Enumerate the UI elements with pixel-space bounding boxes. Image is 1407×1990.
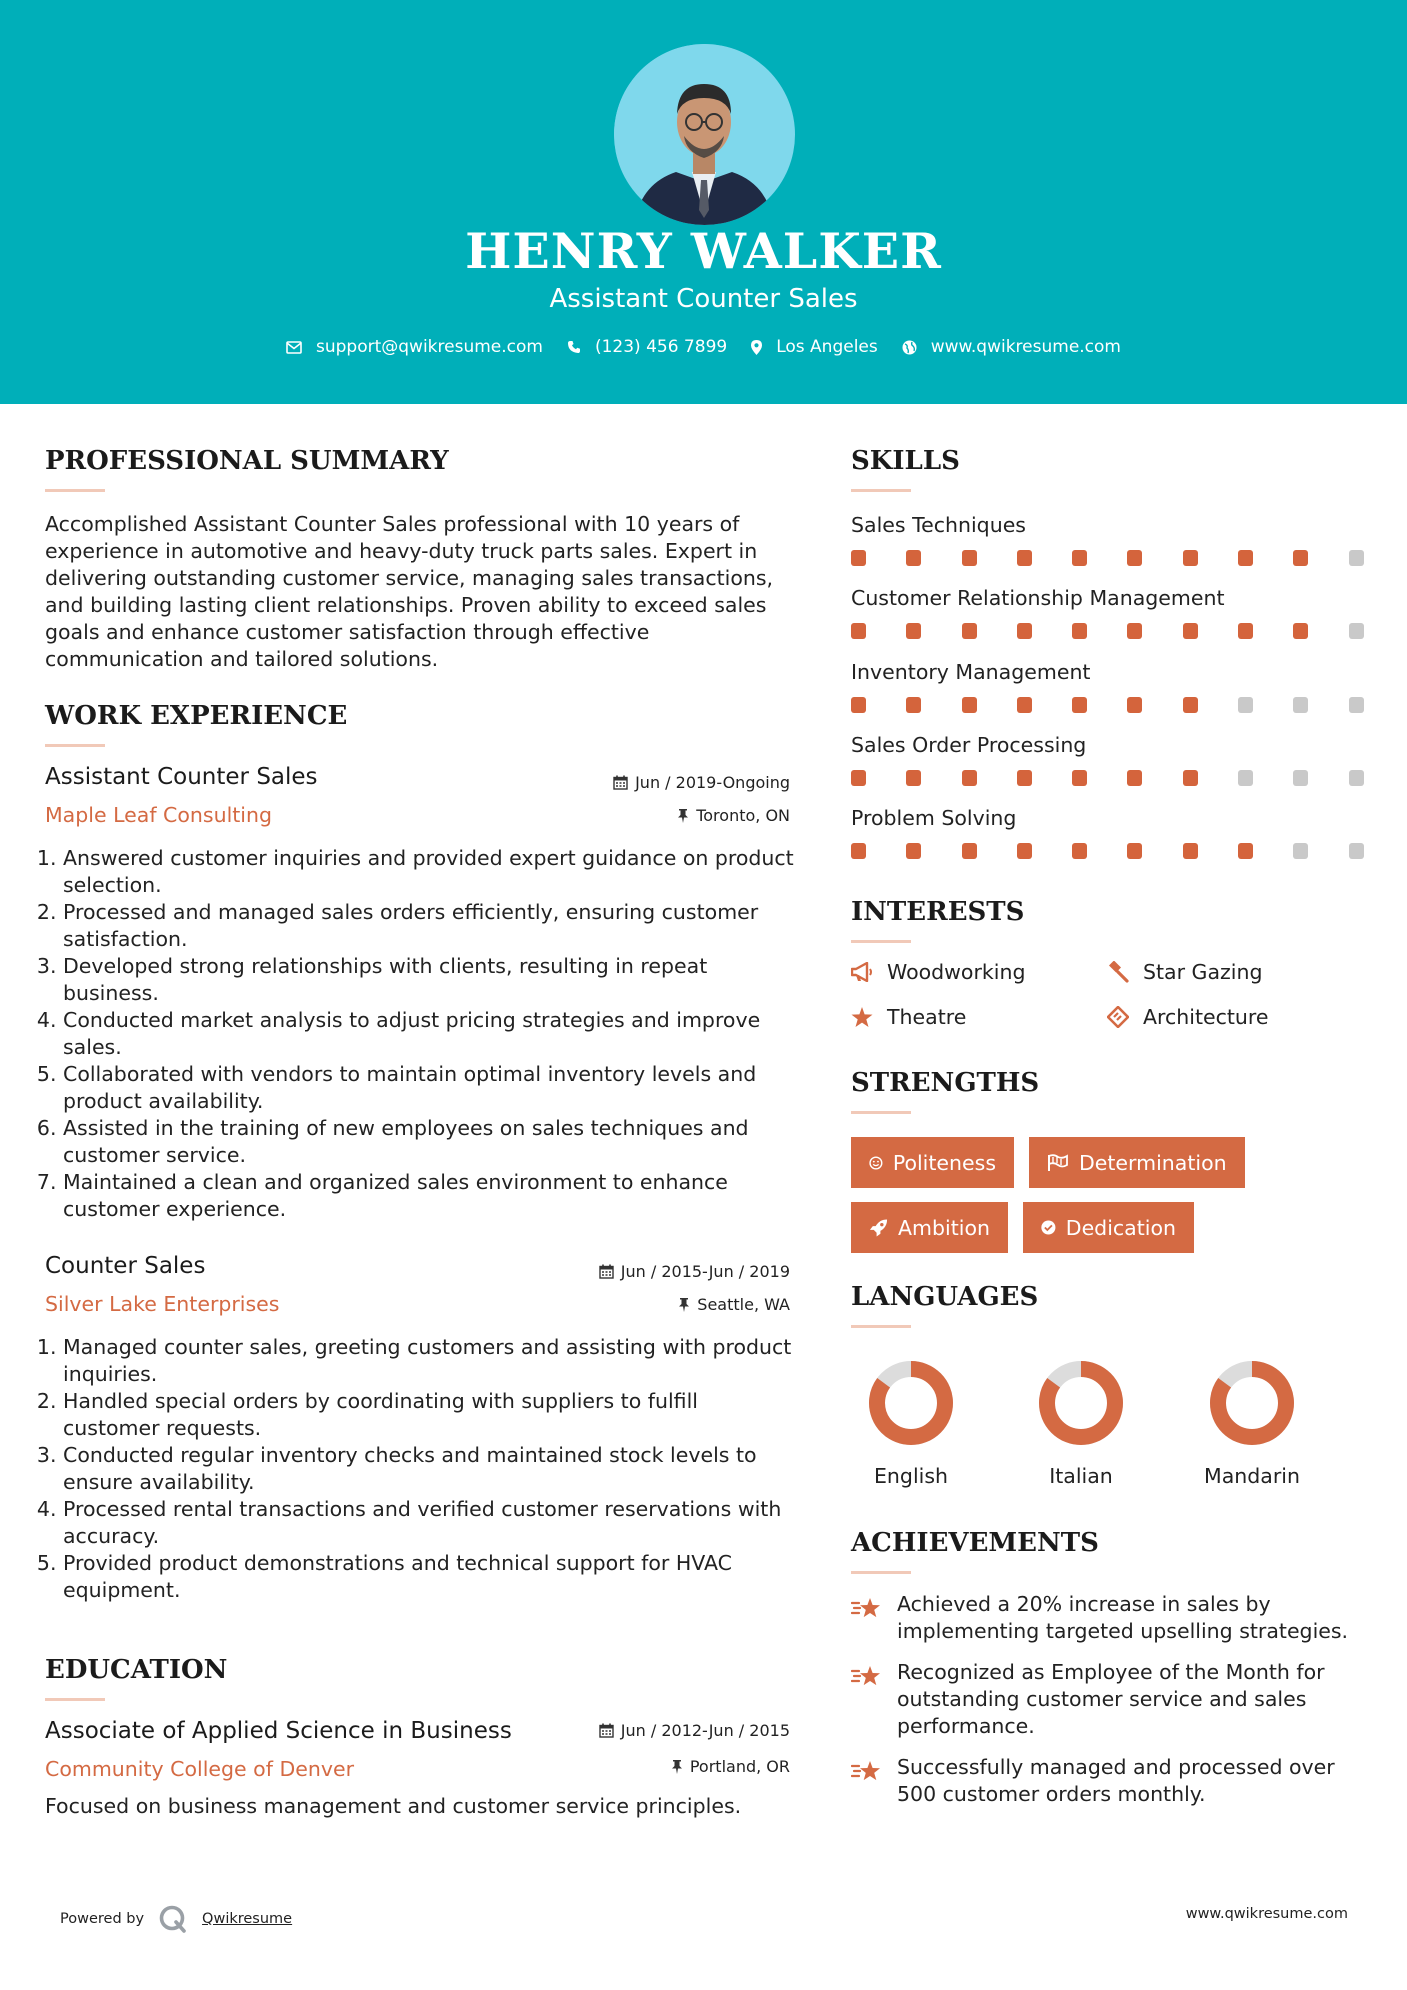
skill-dot-filled xyxy=(1017,697,1032,713)
footer-brand xyxy=(60,1904,292,1934)
skill-dot-filled xyxy=(962,550,977,566)
job-location-text: Seattle, WA xyxy=(697,1295,790,1314)
skill-dot-filled xyxy=(1017,770,1032,786)
skill-dot-filled xyxy=(1238,623,1253,639)
skill-dot-empty xyxy=(1349,550,1364,566)
profile-photo xyxy=(614,44,795,225)
smile-icon xyxy=(869,1153,883,1173)
languages-heading: LANGUAGES xyxy=(851,1282,1039,1312)
skill-dot-filled xyxy=(1183,843,1198,859)
achievement-item xyxy=(851,1591,1371,1645)
job-duties-list xyxy=(45,845,797,1223)
job-duties-list xyxy=(45,1334,797,1604)
skill-level-bar xyxy=(851,550,1404,566)
ticket-icon xyxy=(1107,1006,1129,1028)
contact-website-text: www.qwikresume.com xyxy=(930,337,1121,357)
skill-name: Sales Order Processing xyxy=(851,733,1087,757)
skill-dot-filled xyxy=(1017,550,1032,566)
skill-dot-filled xyxy=(1183,550,1198,566)
globe-icon xyxy=(902,340,917,355)
qwikresume-logo-icon xyxy=(158,1904,188,1934)
job-date xyxy=(500,1262,790,1281)
summary-text: Accomplished Assistant Counter Sales professional with 10 years of experience in automotive and heavy-duty truck parts sales. Expert in delivering outstanding customer service, managing sales transactions, and building lasting client relationships. Proven ability to exceed sales goals and enhance customer satisfaction through effective communication and tailored solutions. xyxy=(45,512,774,671)
education-description: Focused on business management and customer service principles. xyxy=(45,1794,742,1818)
strength-label: Determination xyxy=(1079,1150,1227,1175)
skill-dot-filled xyxy=(851,697,866,713)
contact-website[interactable] xyxy=(902,337,1121,357)
section-underline xyxy=(851,489,911,492)
list-item: 3. Conducted regular inventory checks and maintained stock levels to ensure availability. xyxy=(63,1442,797,1496)
list-item: 7. Maintained a clean and organized sales environment to enhance customer experience. xyxy=(63,1169,797,1223)
skill-dot-filled xyxy=(1238,550,1253,566)
skill-dot-filled xyxy=(1072,843,1087,859)
skill-dot-filled xyxy=(1072,770,1087,786)
section-underline xyxy=(45,1698,105,1701)
rocket-icon xyxy=(869,1218,888,1238)
skill-dot-filled xyxy=(1183,697,1198,713)
skill-dot-filled xyxy=(906,770,921,786)
skill-dot-filled xyxy=(906,697,921,713)
skill-dot-empty xyxy=(1293,843,1308,859)
strength-badge xyxy=(1029,1137,1245,1188)
language-name: English xyxy=(873,1464,949,1488)
skill-level-bar xyxy=(851,843,1404,859)
skills-heading: SKILLS xyxy=(851,446,960,476)
skill-dot-empty xyxy=(1238,697,1253,713)
contact-phone-text: (123) 456 7899 xyxy=(594,337,728,357)
list-item: 5. Collaborated with vendors to maintain optimal inventory levels and product availability. xyxy=(63,1061,797,1115)
section-underline xyxy=(45,489,105,492)
skill-dot-filled xyxy=(1127,550,1142,566)
brand-link[interactable]: Qwikresume xyxy=(202,1911,293,1927)
footer-website[interactable]: www.qwikresume.com xyxy=(1185,1906,1348,1922)
contact-location xyxy=(751,337,878,357)
achievement-text: Recognized as Employee of the Month for outstanding customer service and sales performance. xyxy=(897,1660,1325,1738)
skill-dot-empty xyxy=(1349,770,1364,786)
achievement-text: Achieved a 20% increase in sales by implementing targeted upselling strategies. xyxy=(897,1592,1349,1643)
calendar-icon xyxy=(599,1264,614,1279)
strength-badge xyxy=(1023,1202,1194,1253)
skill-name: Problem Solving xyxy=(851,806,1017,830)
job-company: Silver Lake Enterprises xyxy=(45,1292,280,1316)
candidate-name: HENRY WALKER xyxy=(465,222,942,280)
skill-dot-empty xyxy=(1293,697,1308,713)
interests-heading: INTERESTS xyxy=(851,897,1025,927)
education-heading: EDUCATION xyxy=(45,1655,228,1685)
contact-phone[interactable] xyxy=(567,337,727,357)
skill-dot-filled xyxy=(906,550,921,566)
job-location-text: Toronto, ON xyxy=(696,806,790,825)
phone-icon xyxy=(567,340,581,354)
skill-dot-filled xyxy=(1183,770,1198,786)
interest-label: Architecture xyxy=(1143,1005,1269,1029)
degree-title: Associate of Applied Science in Business xyxy=(45,1718,512,1744)
achievement-item xyxy=(851,1659,1371,1740)
strength-badge xyxy=(851,1202,1008,1253)
strength-label: Dedication xyxy=(1065,1215,1176,1240)
skill-dot-filled xyxy=(1072,550,1087,566)
language-donut xyxy=(1207,1358,1297,1448)
candidate-role: Assistant Counter Sales xyxy=(549,284,858,314)
skill-dot-empty xyxy=(1293,770,1308,786)
language-name: Mandarin xyxy=(1204,1464,1300,1488)
interest-item xyxy=(851,960,1025,984)
list-item: 2. Processed and managed sales orders efficiently, ensuring customer satisfaction. xyxy=(63,899,797,953)
skill-level-bar xyxy=(851,697,1404,713)
skill-dot-empty xyxy=(1349,697,1364,713)
trophy-star-icon xyxy=(851,1595,883,1621)
skill-dot-filled xyxy=(1127,623,1142,639)
trophy-star-icon xyxy=(851,1758,883,1784)
skill-dot-filled xyxy=(1238,843,1253,859)
interest-label: Theatre xyxy=(887,1005,967,1029)
skill-name: Sales Techniques xyxy=(851,513,1026,537)
powered-by-label: Powered by xyxy=(60,1911,145,1927)
skill-dot-filled xyxy=(1017,843,1032,859)
strength-label: Ambition xyxy=(898,1215,990,1240)
gavel-icon xyxy=(1107,961,1129,983)
language-donut xyxy=(866,1358,956,1448)
skill-dot-filled xyxy=(1127,843,1142,859)
skill-dot-filled xyxy=(962,697,977,713)
skill-level-bar xyxy=(851,623,1404,639)
contact-email[interactable] xyxy=(286,337,543,357)
job-location xyxy=(500,1295,790,1314)
section-underline xyxy=(851,940,911,943)
skill-dot-empty xyxy=(1349,623,1364,639)
skill-dot-filled xyxy=(851,770,866,786)
education-location-text: Portland, OR xyxy=(689,1757,790,1776)
achievement-item xyxy=(851,1754,1371,1808)
calendar-icon xyxy=(599,1723,614,1738)
contact-bar xyxy=(0,337,1407,357)
job-title: Assistant Counter Sales xyxy=(45,764,318,790)
skill-dot-empty xyxy=(1349,843,1364,859)
flag-icon xyxy=(1047,1154,1069,1172)
skill-dot-filled xyxy=(962,623,977,639)
skill-dot-filled xyxy=(962,843,977,859)
job-title: Counter Sales xyxy=(45,1253,206,1279)
skill-dot-empty xyxy=(1238,770,1253,786)
contact-location-text: Los Angeles xyxy=(776,337,878,357)
interest-item xyxy=(1107,1005,1269,1029)
job-location xyxy=(500,806,790,825)
list-item: 4. Processed rental transactions and verified customer reservations with accuracy. xyxy=(63,1496,797,1550)
skill-dot-filled xyxy=(851,843,866,859)
resume-header xyxy=(0,0,1407,404)
skill-dot-filled xyxy=(1127,697,1142,713)
pushpin-icon xyxy=(678,1297,690,1312)
skill-name: Inventory Management xyxy=(851,660,1091,684)
education-location xyxy=(500,1757,790,1776)
section-underline xyxy=(851,1325,911,1328)
skill-dot-filled xyxy=(1072,623,1087,639)
section-underline xyxy=(851,1571,911,1574)
interest-label: Woodworking xyxy=(887,960,1026,984)
job-date xyxy=(500,773,790,792)
language-donut xyxy=(1036,1358,1126,1448)
star-icon xyxy=(851,1007,873,1028)
map-pin-icon xyxy=(751,340,762,355)
list-item: 1. Answered customer inquiries and provided expert guidance on product selection. xyxy=(63,845,797,899)
list-item: 5. Provided product demonstrations and technical support for HVAC equipment. xyxy=(63,1550,797,1604)
trophy-star-icon xyxy=(851,1663,883,1689)
skill-level-bar xyxy=(851,770,1404,786)
section-underline xyxy=(851,1111,911,1114)
interest-item xyxy=(1107,960,1262,984)
skill-dot-filled xyxy=(1017,623,1032,639)
section-underline xyxy=(45,744,105,747)
list-item: 4. Conducted market analysis to adjust pricing strategies and improve sales. xyxy=(63,1007,797,1061)
job-company: Maple Leaf Consulting xyxy=(45,803,273,827)
pushpin-icon xyxy=(671,1759,683,1774)
summary-heading: PROFESSIONAL SUMMARY xyxy=(45,446,449,476)
skill-dot-filled xyxy=(851,550,866,566)
education-date-text: Jun / 2012-Jun / 2015 xyxy=(620,1721,790,1740)
achievements-heading: ACHIEVEMENTS xyxy=(851,1528,1099,1558)
skill-dot-filled xyxy=(1293,623,1308,639)
interest-item xyxy=(851,1005,966,1029)
job-date-text: Jun / 2015-Jun / 2019 xyxy=(620,1262,790,1281)
skill-dot-filled xyxy=(851,623,866,639)
achievement-text: Successfully managed and processed over 500 customer orders monthly. xyxy=(897,1755,1335,1806)
strength-badge xyxy=(851,1137,1014,1188)
calendar-icon xyxy=(613,775,628,790)
skill-dot-filled xyxy=(1072,697,1087,713)
skill-dot-filled xyxy=(1293,550,1308,566)
skill-dot-filled xyxy=(1127,770,1142,786)
skill-dot-filled xyxy=(906,623,921,639)
strengths-heading: STRENGTHS xyxy=(851,1068,1040,1098)
skill-dot-filled xyxy=(906,843,921,859)
skill-dot-filled xyxy=(1183,623,1198,639)
skill-dot-filled xyxy=(962,770,977,786)
pushpin-icon xyxy=(677,808,689,823)
envelope-icon xyxy=(286,341,302,354)
megaphone-icon xyxy=(851,962,873,982)
list-item: 1. Managed counter sales, greeting customers and assisting with product inquiries. xyxy=(63,1334,797,1388)
list-item: 3. Developed strong relationships with clients, resulting in repeat business. xyxy=(63,953,797,1007)
interest-label: Star Gazing xyxy=(1143,960,1263,984)
job-date-text: Jun / 2019-Ongoing xyxy=(635,773,790,792)
skill-name: Customer Relationship Management xyxy=(851,586,1225,610)
list-item: 2. Handled special orders by coordinating with suppliers to fulfill customer requests. xyxy=(63,1388,797,1442)
list-item: 6. Assisted in the training of new employees on sales techniques and customer service. xyxy=(63,1115,797,1169)
school-name: Community College of Denver xyxy=(45,1757,355,1781)
experience-heading: WORK EXPERIENCE xyxy=(45,701,348,731)
language-name: Italian xyxy=(1049,1464,1113,1488)
check-circle-icon xyxy=(1041,1217,1056,1238)
strength-label: Politeness xyxy=(892,1150,996,1175)
education-date xyxy=(500,1721,790,1740)
contact-email-text: support@qwikresume.com xyxy=(316,337,543,357)
